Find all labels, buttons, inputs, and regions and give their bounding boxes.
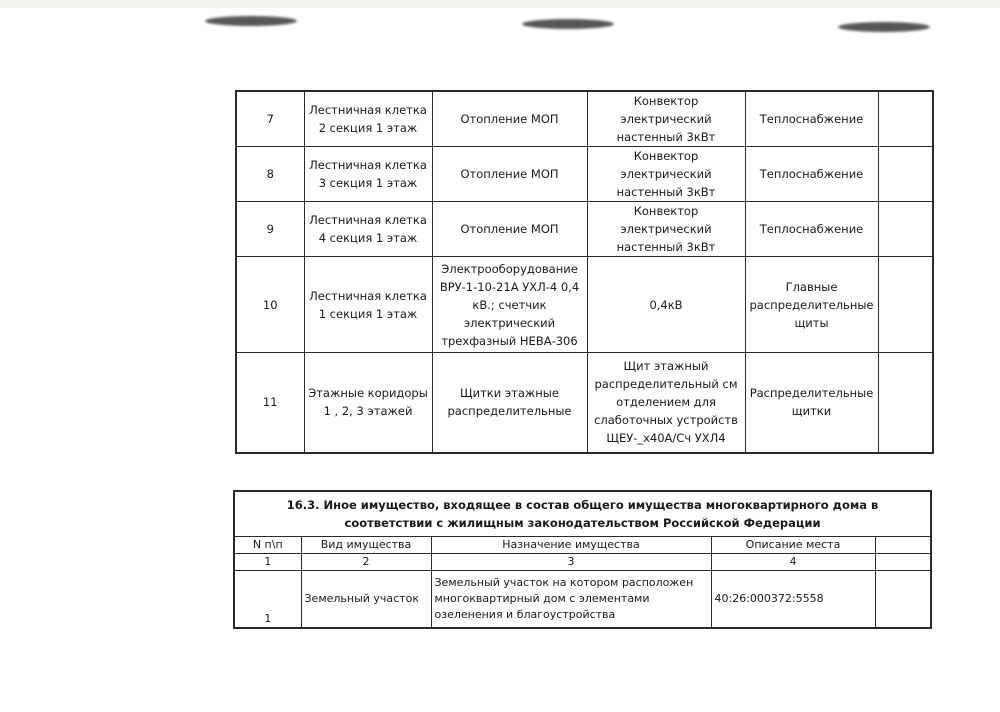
row-extra (878, 353, 933, 453)
scan-edge (0, 0, 1000, 8)
row-system: Главные распределительные щиты (745, 257, 878, 353)
table-row (236, 147, 933, 202)
row-purpose: Электрооборудование ВРУ-1-10-21А УХЛ-4 0,4 кВ.; счетчик электрический трехфазный НЕВА-306 (432, 257, 587, 353)
column-number: 1 (234, 554, 301, 571)
row-number: 11 (236, 353, 304, 453)
row-number: 10 (236, 257, 304, 353)
row-number: 8 (236, 147, 304, 202)
row-extra (875, 571, 931, 629)
row-location: Лестничная клетка 2 секция 1 этаж (304, 91, 432, 147)
column-number: 2 (301, 554, 431, 571)
table-row (236, 91, 933, 147)
row-system: Теплоснабжение (745, 147, 878, 202)
redaction-mark-right (838, 22, 930, 32)
column-number: 4 (711, 554, 875, 571)
row-purpose: Отопление МОП (432, 147, 587, 202)
table-row (236, 202, 933, 257)
column-numbers-row (234, 554, 931, 571)
header-purpose: Назначение имущества (431, 537, 711, 554)
row-number: 9 (236, 202, 304, 257)
row-equipment: Щит этажный распределительный см отделением для слаботочных устройств ЩЕУ-_х40А/Сч УХЛ4 (587, 353, 745, 453)
other-property-table (233, 490, 932, 629)
row-location: Лестничная клетка 4 секция 1 этаж (304, 202, 432, 257)
row-place: 40:26:000372:5558 (711, 571, 875, 629)
row-equipment: 0,4кВ (587, 257, 745, 353)
table-row (236, 353, 933, 453)
row-equipment: Конвектор электрический настенный 3кВт (587, 147, 745, 202)
table-row (236, 257, 933, 353)
section-title: 16.3. Иное имущество, входящее в состав общего имущества многоквартирного дома в соответствии с жилищным законодательством Российской Федерации (234, 491, 931, 537)
table-row (234, 571, 931, 629)
row-equipment: Конвектор электрический настенный 3кВт (587, 91, 745, 147)
row-purpose: Отопление МОП (432, 91, 587, 147)
row-location: Этажные коридоры 1 , 2, 3 этажей (304, 353, 432, 453)
row-purpose: Отопление МОП (432, 202, 587, 257)
section-title-row (234, 491, 931, 537)
row-system: Теплоснабжение (745, 91, 878, 147)
row-extra (878, 91, 933, 147)
row-purpose: Щитки этажные распределительные (432, 353, 587, 453)
header-number: N п\п (234, 537, 301, 554)
row-system: Распределительные щитки (745, 353, 878, 453)
equipment-table (235, 90, 934, 454)
header-extra (875, 537, 931, 554)
redaction-mark-left (205, 16, 297, 26)
row-location: Лестничная клетка 3 секция 1 этаж (304, 147, 432, 202)
column-number (875, 554, 931, 571)
row-extra (878, 257, 933, 353)
row-extra (878, 147, 933, 202)
row-number: 1 (234, 571, 301, 629)
row-kind: Земельный участок (301, 571, 431, 629)
header-kind: Вид имущества (301, 537, 431, 554)
row-extra (878, 202, 933, 257)
redaction-mark-center (522, 19, 614, 29)
row-equipment: Конвектор электрический настенный 3кВт (587, 202, 745, 257)
row-location: Лестничная клетка 1 секция 1 этаж (304, 257, 432, 353)
header-row (234, 537, 931, 554)
column-number: 3 (431, 554, 711, 571)
header-place: Описание места (711, 537, 875, 554)
row-system: Теплоснабжение (745, 202, 878, 257)
row-number: 7 (236, 91, 304, 147)
row-purpose: Земельный участок на котором расположен многоквартирный дом с элементами озеленения и благоустройства (431, 571, 711, 629)
